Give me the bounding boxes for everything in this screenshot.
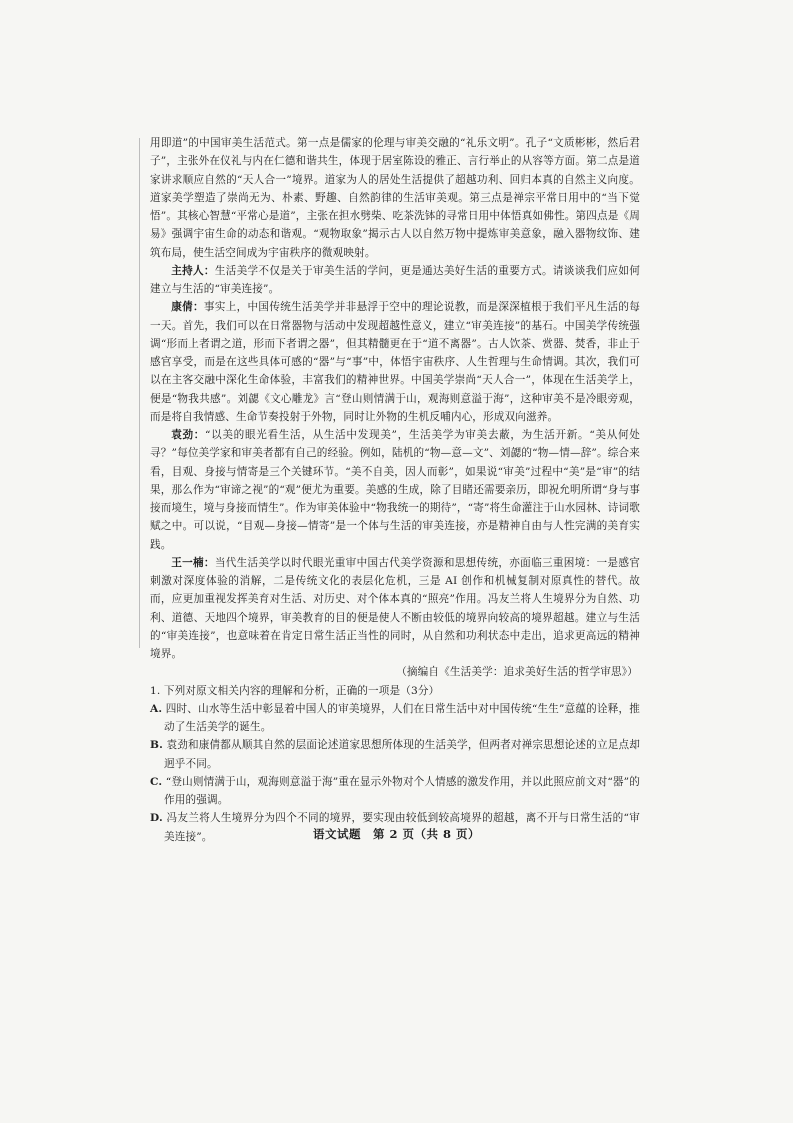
speaker-label: 袁劲： bbox=[171, 429, 206, 441]
option-text: 冯友兰将人生境界分为四个不同的境界，要实现由较低到较高境界的超越，离不开与日常生活的“审美连接”。 bbox=[164, 812, 640, 843]
option-text: 袁劲和康倩都从顺其自然的层面论述道家思想所体现的生活美学，但两者对禅宗思想论述的立足点却迥乎不同。 bbox=[164, 739, 640, 770]
speaker-label: 王一楠： bbox=[171, 556, 215, 569]
option-label: A. bbox=[150, 702, 163, 715]
option-b[interactable] bbox=[150, 736, 640, 773]
passage-paragraph-1 bbox=[150, 134, 640, 262]
option-label: D. bbox=[150, 812, 163, 825]
option-label: B. bbox=[150, 739, 163, 752]
paragraph-text: 当代生活美学以时代眼光重审中国古代美学资源和思想传统，亦面临三重困境：一是感官刺激对深度体验的消解，二是传统文化的表层化危机，三是 AI 创作和机械复制对原真性的替代。故而，应更加重视发挥美育对生活、对历史、对个体本真的“照亮”作用。冯友兰将人生境界分为自然、功利、道德、天地四个境界，审美教育的目的便是使人不断由较低的境界向较高的境界超越。建立与生活的“审美连接”，也意味着在肯定日常生活正当性的同时，从自然和功利状态中走出，追求更高远的精神境界。 bbox=[150, 556, 640, 660]
source-citation: （摘编自《生活美学：追求美好生活的哲学审思》） bbox=[396, 666, 638, 679]
speaker-label: 康倩： bbox=[171, 301, 204, 314]
margin-rule bbox=[139, 138, 140, 648]
question-stem: 1. 下列对原文相关内容的理解和分析，正确的一项是（3分） bbox=[150, 684, 440, 697]
option-text: 四时、山水等生活中彰显着中国人的审美境界，人们在日常生活中对中国传统“生生”意蕴的诠释，推动了生活美学的诞生。 bbox=[164, 702, 640, 733]
paragraph-text: 事实上，中国传统生活美学并非悬浮于空中的理论说教，而是深深植根于我们平凡生活的每一天。首先，我们可以在日常器物与活动中发现超越性意义，建立“审美连接”的基石。中国美学传统强调“形而上者谓之道，形而下者谓之器”，但其精髓更在于“道不离器”。古人饮茶、赏器、焚香，非止于感官享受，而是在这些具体可感的“器”与“事”中，体悟宇宙秩序、人生哲理与生命情调。其次，我们可以在主客交融中深化生命体验，丰富我们的精神世界。中国美学崇尚“天人合一”，体现在生活美学上，便是“物我共感”。刘勰《文心雕龙》言“登山则情满于山，观海则意溢于海”，这种审美不是冷眼旁观，而是将自我情感、生命节奏投射于外物，同时让外物的生机反哺内心，形成双向滋养。 bbox=[150, 301, 640, 423]
speaker-label: 主持人： bbox=[171, 264, 215, 277]
option-label: C. bbox=[150, 775, 163, 788]
passage-paragraph-4 bbox=[150, 426, 640, 554]
option-a[interactable] bbox=[150, 700, 640, 737]
option-text: “登山则情满于山，观海则意溢于海”重在显示外物对个人情感的激发作用，并以此照应前文对“器”的作用的强调。 bbox=[164, 775, 640, 806]
passage-paragraph-2 bbox=[150, 262, 640, 299]
passage-content bbox=[150, 134, 640, 846]
paragraph-text: 生活美学不仅是关于审美生活的学问，更是通达美好生活的重要方式。请谈谈我们应如何建立与生活的“审美连接”。 bbox=[150, 264, 640, 295]
passage-paragraph-3 bbox=[150, 298, 640, 426]
paragraph-text: 用即道”的中国审美生活范式。第一点是儒家的伦理与审美交融的“礼乐文明”。孔子“文质彬彬，然后君子”，主张外在仪礼与内在仁德和谐共生，体现于居室陈设的雅正、言行举止的从容等方面。第二点是道家讲求顺应自然的“天人合一”境界。道家为人的居处生活提供了超越功利、回归本真的自然主义向度。道家美学塑造了崇尚无为、朴素、野趣、自然韵律的生活审美观。第三点是禅宗平常日用中的“当下觉悟”。其核心智慧“平常心是道”，主张在担水劈柴、吃茶洗钵的寻常日用中体悟真如佛性。第四点是《周易》强调宇宙生命的动态和谐观。“观物取象”揭示古人以自然万物中提炼审美意象，融入器物纹饰、建筑布局，使生活空间成为宇宙秩序的微观映射。 bbox=[150, 137, 640, 259]
page-footer: 语文试题 第 2 页（共 8 页） bbox=[312, 827, 481, 841]
option-c[interactable] bbox=[150, 773, 640, 810]
paragraph-text: “以美的眼光看生活，从生活中发现美”，生活美学为审美去蔽，为生活开新。“美从何处寻？”每位美学家和审美者都有自己的经验。例如，陆机的“物—意—文”、刘勰的“物—情—辞”。综合来看，目观、身接与情寄是三个关键环节。“美不自美，因人而彰”，如果说“审美”过程中“美”是“审”的结果，那么作为“审谛之视”的“观”便尤为重要。美感的生成，除了目睹还需要亲历，即祝允明所谓“身与事接而境生，境与身接而情生”。作为审美体验中“物我统一的期待”，“寄”将生命灌注于山水园林、诗词歌赋之中。可以说，“目观—身接—情寄”是一个体与生活的审美连接，亦是精神自由与人性完满的美育实践。 bbox=[150, 429, 640, 551]
passage-paragraph-5 bbox=[150, 554, 640, 664]
